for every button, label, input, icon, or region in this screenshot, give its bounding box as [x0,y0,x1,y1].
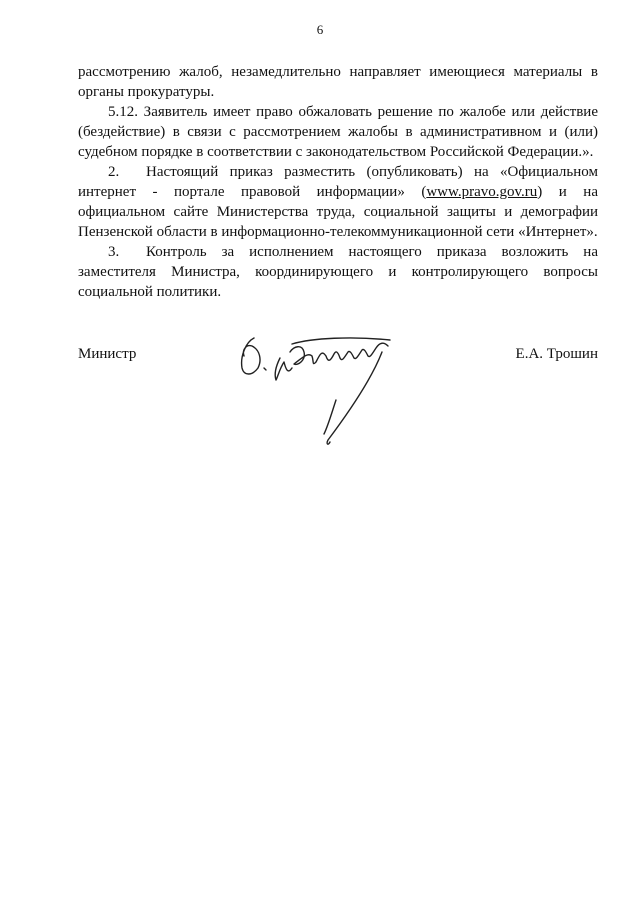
signer-name: Е.А. Трошин [515,346,598,362]
paragraph-3 [78,242,598,302]
paragraph-5-12: 5.12. Заявитель имеет право обжаловать решение по жалобе или действие (бездействие) в связи с рассмотрением жалобы в административном и (или) судебном порядке в соответствии с законодательством Российской Федерации.». [78,104,598,160]
page-number: 6 [316,22,324,37]
paragraph-continuation: рассмотрению жалоб, незамедлительно направляет имеющиеся материалы в органы прокуратуры. [78,64,598,100]
paragraph-number: 3. [108,244,120,260]
pravo-gov-link[interactable]: www.pravo.gov.ru [426,184,538,200]
paragraph-number: 2. [108,164,120,180]
paragraph-2 [78,162,598,242]
signer-position: Министр [78,346,137,362]
paragraph-text: ) и на официальном сайте Министерства труда, социальной защиты и демографии Пензенской области в информационно-телекоммуникационной сети «Интернет». [78,184,598,240]
handwritten-signature [232,322,402,452]
paragraph-text: Настоящий приказ разместить (опубликовать) на «Официальном интернет - портале правовой информации» ( [78,164,598,200]
document-body [78,62,598,302]
paragraph-text: Контроль за исполнением настоящего приказа возложить на заместителя Министра, координирующего и контролирующего вопросы социальной политики. [78,244,598,300]
